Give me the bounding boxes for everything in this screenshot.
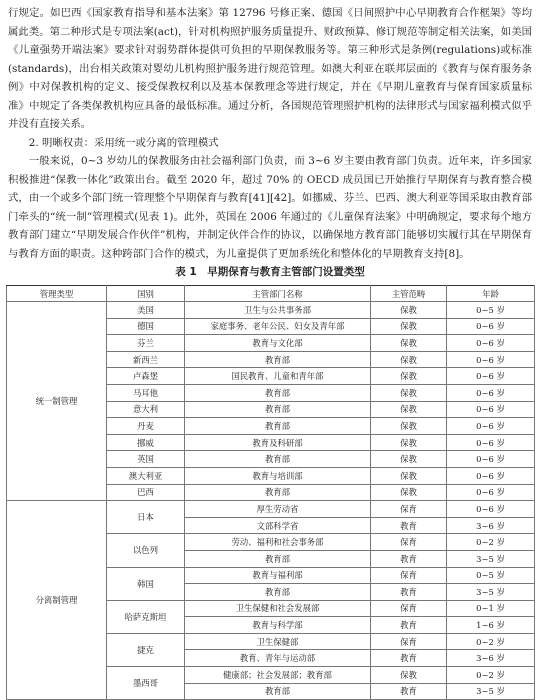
- age-cell: 0~6 岁: [447, 451, 535, 468]
- department-cell: 家庭事务、老年公民、妇女及青年部: [185, 318, 371, 335]
- department-cell: 教育部: [185, 584, 371, 601]
- table-caption: 表 1 早期保育与教育主管部门设置类型: [175, 266, 365, 278]
- age-cell: 0~6 岁: [447, 484, 535, 501]
- age-cell: 0~6 岁: [447, 318, 535, 335]
- age-cell: 0~6 岁: [447, 501, 535, 518]
- scope-cell: 保教: [371, 368, 447, 385]
- department-cell: 教育部: [185, 550, 371, 567]
- country-cell: 哈萨克斯坦: [107, 600, 185, 633]
- scope-cell: 保育: [371, 600, 447, 617]
- scope-cell: 教育: [371, 650, 447, 667]
- management-type-cell: 分离制管理: [7, 501, 107, 700]
- country-cell: 以色列: [107, 534, 185, 567]
- paragraph-2: 一般来说，0~3 岁幼儿的保教服务由社会福利部门负责，而 3~6 岁主要由教育部门负责。近年来，许多国家积极推进“保教一体化”政策出台。截至 2020 年，超过 70% 的 OECD 成员国已开始推行早期保育与教育整合模式，由一个或多个部门统一管理整个早期保育与教育[41][42]。如挪威、芬兰、巴西、澳大利亚等国采取由教育部门牵头的“统一制”管理模式(见表 1)。此外，英国在 2006 年通过的《儿童保育法案》中明确规定，要求每个地方教育部门建立“早期发展合作伙伴”机构，并制定伙伴合作的协议，以确保地方教育部门能够切实履行其在早期保育与教育方面的职责。这种跨部门合作的模式，为儿童提供了更加系统化和整体化的早期教育支持[8]。: [8, 155, 532, 260]
- body-text: [8, 4, 532, 263]
- country-cell: 卢森堡: [107, 368, 185, 385]
- department-cell: 教育与福利部: [185, 567, 371, 584]
- department-cell: 教育与培训部: [185, 467, 371, 484]
- department-cell: 教育部: [185, 401, 371, 418]
- country-cell: 美国: [107, 302, 185, 319]
- header-cell: 国别: [107, 286, 185, 302]
- department-cell: 教育部: [185, 451, 371, 468]
- age-cell: 0~1 岁: [447, 600, 535, 617]
- scope-cell: 保教: [371, 351, 447, 368]
- department-cell: 教育部: [185, 484, 371, 501]
- age-cell: 0~6 岁: [447, 434, 535, 451]
- scope-cell: 教育: [371, 617, 447, 634]
- age-cell: 0~6 岁: [447, 467, 535, 484]
- country-cell: 挪威: [107, 434, 185, 451]
- scope-cell: 保育: [371, 633, 447, 650]
- country-cell: 捷克: [107, 633, 185, 666]
- country-cell: 日本: [107, 501, 185, 534]
- department-cell: 劳动、福利和社会事务部: [185, 534, 371, 551]
- age-cell: 0~6 岁: [447, 418, 535, 435]
- age-cell: 0~6 岁: [447, 368, 535, 385]
- age-cell: 0~6 岁: [447, 384, 535, 401]
- country-cell: 英国: [107, 451, 185, 468]
- scope-cell: 保教: [371, 335, 447, 352]
- department-cell: 文部科学省: [185, 517, 371, 534]
- department-cell: 国民教育、儿童和青年部: [185, 368, 371, 385]
- country-cell: 丹麦: [107, 418, 185, 435]
- age-cell: 0~2 岁: [447, 633, 535, 650]
- table-row: [7, 302, 535, 319]
- header-cell: 主管范畴: [371, 286, 447, 302]
- scope-cell: 教育: [371, 550, 447, 567]
- table-header-row: [7, 286, 535, 302]
- department-cell: 教育部: [185, 683, 371, 700]
- scope-cell: 保教: [371, 467, 447, 484]
- department-cell: 卫生保健部: [185, 633, 371, 650]
- country-cell: 芬兰: [107, 335, 185, 352]
- department-cell: 健康部；社会发展部；教育部: [185, 667, 371, 684]
- age-cell: 0~6 岁: [447, 335, 535, 352]
- department-cell: 教育部: [185, 351, 371, 368]
- age-cell: 3~5 岁: [447, 584, 535, 601]
- scope-cell: 保育: [371, 567, 447, 584]
- country-cell: 澳大利亚: [107, 467, 185, 484]
- section-heading: 2. 明晰权责：采用统一或分离的管理模式: [28, 136, 219, 149]
- country-cell: 德国: [107, 318, 185, 335]
- scope-cell: 保教: [371, 418, 447, 435]
- age-cell: 0~5 岁: [447, 567, 535, 584]
- age-cell: 3~5 岁: [447, 683, 535, 700]
- age-cell: 0~2 岁: [447, 534, 535, 551]
- department-cell: 卫生保健和社会发展部: [185, 600, 371, 617]
- scope-cell: 保教: [371, 318, 447, 335]
- country-cell: 韩国: [107, 567, 185, 600]
- department-cell: 教育及科研部: [185, 434, 371, 451]
- scope-cell: 保教: [371, 401, 447, 418]
- header-cell: 年龄: [447, 286, 535, 302]
- scope-cell: 教育: [371, 683, 447, 700]
- country-cell: 墨西哥: [107, 667, 185, 700]
- scope-cell: 教育: [371, 517, 447, 534]
- age-cell: 0~5 岁: [447, 302, 535, 319]
- age-cell: 3~6 岁: [447, 517, 535, 534]
- scope-cell: 保育: [371, 534, 447, 551]
- scope-cell: 保教: [371, 434, 447, 451]
- scope-cell: 保教: [371, 384, 447, 401]
- age-cell: 0~6 岁: [447, 351, 535, 368]
- department-cell: 教育与科学部: [185, 617, 371, 634]
- scope-cell: 保育: [371, 501, 447, 518]
- country-cell: 巴西: [107, 484, 185, 501]
- scope-cell: 保教: [371, 484, 447, 501]
- age-cell: 1~6 岁: [447, 617, 535, 634]
- country-cell: 马耳他: [107, 384, 185, 401]
- scope-cell: 教育: [371, 584, 447, 601]
- country-cell: 新西兰: [107, 351, 185, 368]
- department-cell: 教育、青年与运动部: [185, 650, 371, 667]
- country-cell: 意大利: [107, 401, 185, 418]
- department-cell: 教育部: [185, 384, 371, 401]
- department-cell: 厚生劳动省: [185, 501, 371, 518]
- header-cell: 管理类型: [7, 286, 107, 302]
- scope-cell: 保教: [371, 302, 447, 319]
- table-row: [7, 501, 535, 518]
- department-cell: 教育与文化部: [185, 335, 371, 352]
- age-cell: 3~6 岁: [447, 650, 535, 667]
- paragraph-1: 行规定。如巴西《国家教育指导和基本法案》第 12796 号修正案、德国《日间照护中心早期教育合作框架》等均属此类。第二种形式是专项法案(act)，针对机构照护服务质量提升、财政预算、修订规范等制定相关法案，如美国《儿童强势开端法案》要求针对弱势群体提供可负担的早期保教服务等。第三种形式是条例(regulations)或标准(standards)，出台相关政策对婴幼儿机构照护服务进行规范管理。如澳大利亚在联邦层面的《教育与保育服务条例》中对保教机构的定义、接受保教权利以及基本保教理念等进行规定，并在《早期儿童教育与保育国家质量标准》中规定了各类保教机构应具备的最低标准。通过分析，各国规范管理照护机构的法律形式与国家福利模式似乎并没有直接关系。: [8, 7, 532, 130]
- age-cell: 0~2 岁: [447, 667, 535, 684]
- age-cell: 0~6 岁: [447, 401, 535, 418]
- age-cell: 3~5 岁: [447, 550, 535, 567]
- scope-cell: 保教: [371, 667, 447, 684]
- header-cell: 主管部门名称: [185, 286, 371, 302]
- department-cell: 卫生与公共事务部: [185, 302, 371, 319]
- scope-cell: 保教: [371, 451, 447, 468]
- management-type-cell: 统一制管理: [7, 302, 107, 501]
- department-table: [6, 285, 535, 700]
- department-cell: 教育部: [185, 418, 371, 435]
- table-body: [7, 302, 535, 700]
